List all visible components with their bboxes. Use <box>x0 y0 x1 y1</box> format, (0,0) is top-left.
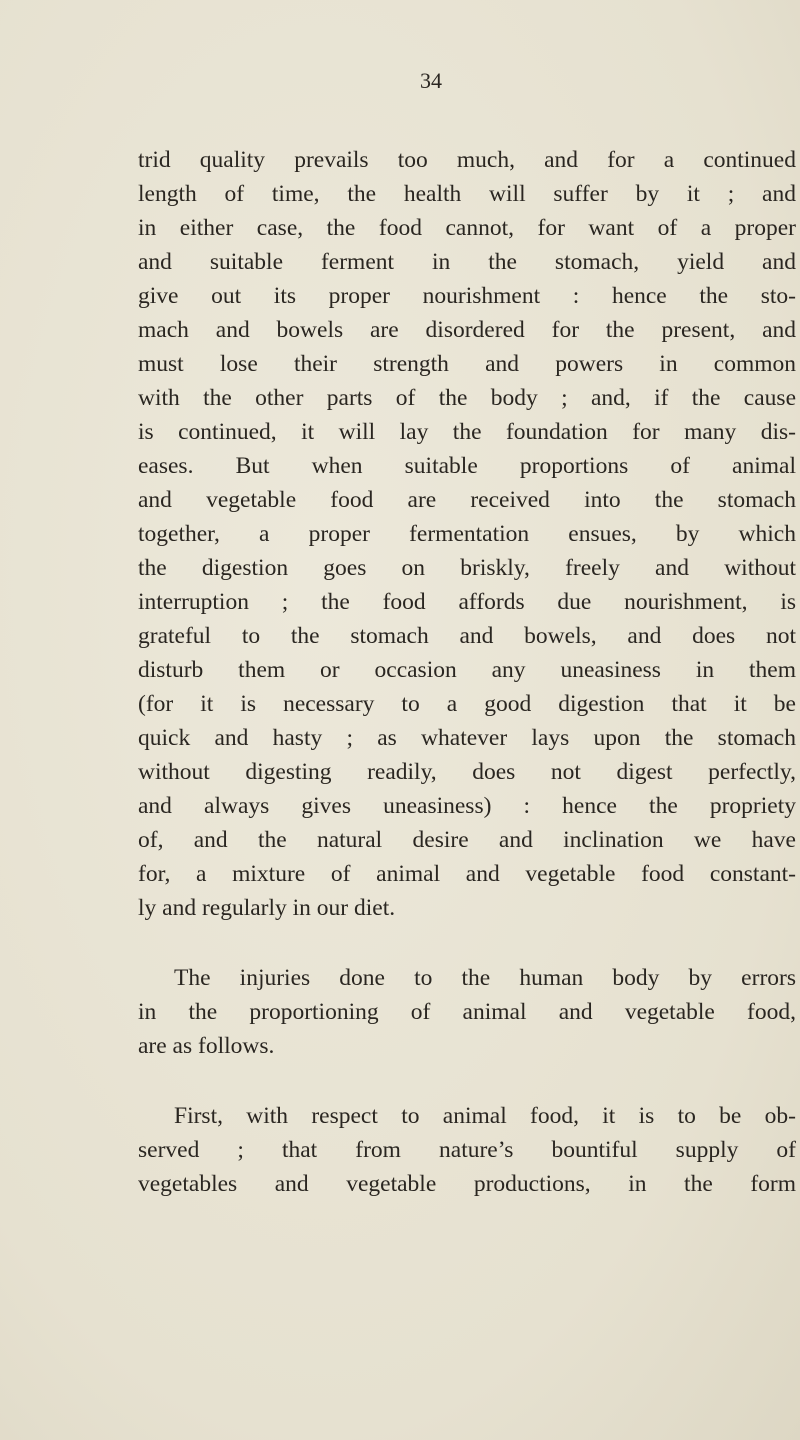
text-line: (for it is necessary to a good digestion that it be <box>138 691 796 717</box>
text-line: is continued, it will lay the foundation for many dis- <box>138 419 796 445</box>
paragraph-1 <box>138 143 796 925</box>
text-line: mach and bowels are disordered for the present, and <box>138 317 796 343</box>
text-line: in the proportioning of animal and vegetable food, <box>138 999 796 1025</box>
text-line: the digestion goes on briskly, freely and without <box>138 555 796 581</box>
text-line: First, with respect to animal food, it is to be ob- <box>174 1103 796 1129</box>
paragraph-3 <box>138 1099 796 1201</box>
text-line: served ; that from nature’s bountiful supply of <box>138 1137 796 1163</box>
paragraph-2 <box>138 961 796 1063</box>
text-line: and vegetable food are received into the stomach <box>138 487 796 513</box>
text-line: must lose their strength and powers in common <box>138 351 796 377</box>
text-line: together, a proper fermentation ensues, by which <box>138 521 796 547</box>
text-line: and always gives uneasiness) : hence the propriety <box>138 793 796 819</box>
text-line: without digesting readily, does not digest perfectly, <box>138 759 796 785</box>
text-line: eases. But when suitable proportions of animal <box>138 453 796 479</box>
text-line: with the other parts of the body ; and, if the cause <box>138 385 796 411</box>
text-line: ly and regularly in our diet. <box>138 895 396 921</box>
text-line: quick and hasty ; as whatever lays upon the stomach <box>138 725 796 751</box>
page-number: 34 <box>420 68 442 93</box>
text-line: and suitable ferment in the stomach, yield and <box>138 249 796 275</box>
text-line: disturb them or occasion any uneasiness in them <box>138 657 796 683</box>
text-line: grateful to the stomach and bowels, and does not <box>138 623 796 649</box>
text-line: trid quality prevails too much, and for a continued <box>138 147 796 173</box>
text-line: in either case, the food cannot, for want of a proper <box>138 215 796 241</box>
text-line: give out its proper nourishment : hence the sto- <box>138 283 796 309</box>
text-line: vegetables and vegetable productions, in the form <box>138 1171 796 1197</box>
text-line: of, and the natural desire and inclination we have <box>138 827 796 853</box>
text-line: for, a mixture of animal and vegetable food constant- <box>138 861 796 887</box>
text-line: The injuries done to the human body by errors <box>174 965 796 991</box>
text-line: are as follows. <box>138 1033 275 1059</box>
text-line: interruption ; the food affords due nourishment, is <box>138 589 796 615</box>
text-line: length of time, the health will suffer by it ; and <box>138 181 796 207</box>
